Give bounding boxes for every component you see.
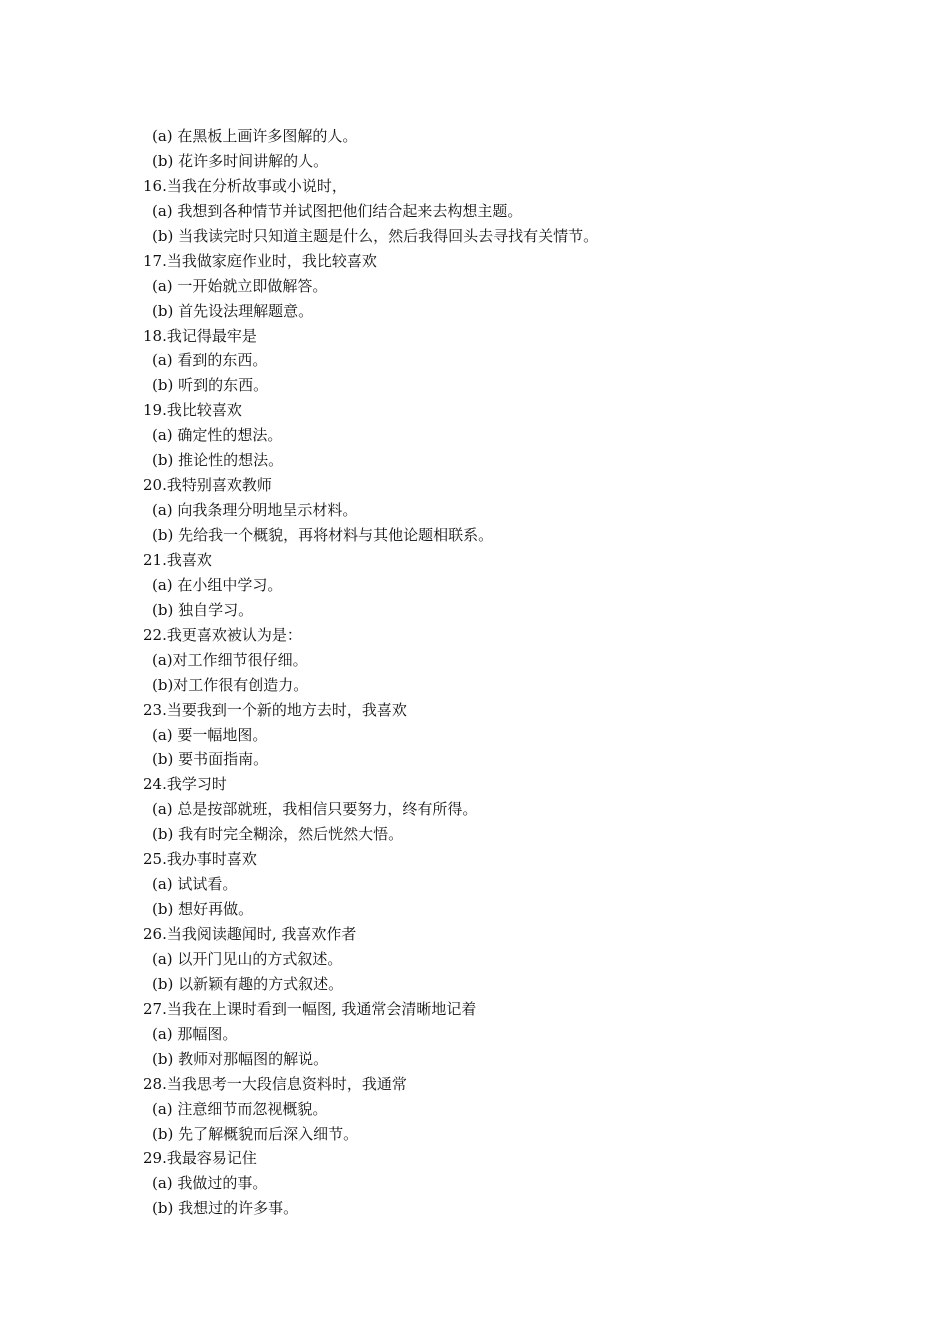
question-text: 25.我办事时喜欢 xyxy=(143,850,257,869)
answer-option: (b) 独自学习。 xyxy=(152,600,254,619)
answer-option: (b) 要书面指南。 xyxy=(152,750,269,769)
answer-option: (a)对工作细节很仔细。 xyxy=(152,650,308,669)
answer-option: (a) 在黑板上画许多图解的人。 xyxy=(152,127,358,145)
questionnaire-text xyxy=(143,124,903,1221)
answer-option: (a) 确定性的想法。 xyxy=(152,426,283,445)
question-text: 18.我记得最牢是 xyxy=(143,326,257,345)
answer-option: (b) 花许多时间讲解的人。 xyxy=(152,151,329,170)
answer-option: (b) 我有时完全糊涂，然后恍然大悟。 xyxy=(152,825,404,844)
answer-option: (a) 在小组中学习。 xyxy=(152,575,283,594)
answer-option: (b) 以新颖有趣的方式叙述。 xyxy=(152,974,344,993)
question-text: 22.我更喜欢被认为是： xyxy=(143,625,302,644)
answer-option: (a) 向我条理分明地呈示材料。 xyxy=(152,501,358,520)
question-text: 27.当我在上课时看到一幅图, 我通常会清晰地记着 xyxy=(143,999,477,1018)
answer-option: (b)对工作很有创造力。 xyxy=(152,675,309,694)
answer-option: (b) 教师对那幅图的解说。 xyxy=(152,1049,329,1068)
answer-option: (b) 先了解概貌而后深入细节。 xyxy=(152,1124,359,1143)
question-text: 29.我最容易记住 xyxy=(143,1149,257,1168)
question-text: 20.我特别喜欢教师 xyxy=(143,476,272,495)
answer-option: (b) 想好再做。 xyxy=(152,900,254,919)
question-text: 19.我比较喜欢 xyxy=(143,401,242,420)
answer-option: (a) 以开门见山的方式叙述。 xyxy=(152,949,343,968)
question-text: 26.当我阅读趣闻时, 我喜欢作者 xyxy=(143,925,357,943)
question-text: 24.我学习时 xyxy=(143,775,227,794)
question-text: 28.当我思考一大段信息资料时，我通常 xyxy=(143,1074,407,1093)
answer-option: (a) 试试看。 xyxy=(152,875,238,894)
answer-option: (a) 要一幅地图。 xyxy=(152,725,268,744)
answer-option: (a) 一开始就立即做解答。 xyxy=(152,276,328,295)
answer-option: (a) 注意细节而忽视概貌。 xyxy=(152,1099,328,1118)
question-text: 16.当我在分析故事或小说时， xyxy=(143,176,347,195)
answer-option: (a) 我想到各种情节并试图把他们结合起来去构想主题。 xyxy=(152,201,523,220)
answer-option: (a) 我做过的事。 xyxy=(152,1174,268,1193)
answer-option: (b) 听到的东西。 xyxy=(152,376,269,395)
answer-option: (b) 推论性的想法。 xyxy=(152,451,284,470)
answer-option: (b) 首先设法理解题意。 xyxy=(152,301,314,320)
answer-option: (a) 那幅图。 xyxy=(152,1024,238,1043)
answer-option: (a) 总是按部就班，我相信只要努力，终有所得。 xyxy=(152,800,478,819)
answer-option: (b) 当我读完时只知道主题是什么，然后我得回头去寻找有关情节。 xyxy=(152,226,599,245)
question-text: 23.当要我到一个新的地方去时，我喜欢 xyxy=(143,700,407,719)
answer-option: (b) 我想过的许多事。 xyxy=(152,1199,299,1218)
question-text: 21.我喜欢 xyxy=(143,550,212,569)
answer-option: (b) 先给我一个概貌，再将材料与其他论题相联系。 xyxy=(152,526,494,544)
answer-option: (a) 看到的东西。 xyxy=(152,351,268,370)
question-text: 17.当我做家庭作业时，我比较喜欢 xyxy=(143,251,377,270)
